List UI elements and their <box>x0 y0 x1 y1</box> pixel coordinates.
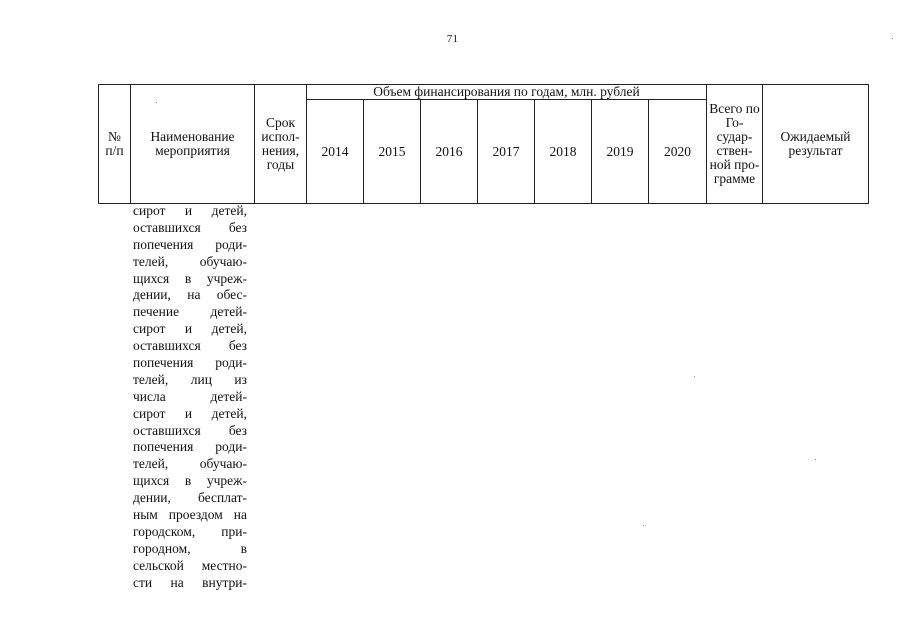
activity-name-continuation <box>133 203 247 591</box>
scan-speck <box>694 376 695 377</box>
scan-speck <box>156 102 157 103</box>
text-line: городском, при- <box>133 523 247 539</box>
text-line: городном, в <box>133 540 247 556</box>
page-number: 71 <box>446 33 459 45</box>
text-line: сирот и детей, <box>133 203 247 218</box>
scan-speck <box>643 525 644 526</box>
text-line: сирот и детей, <box>133 321 247 337</box>
scan-speck <box>892 38 893 39</box>
text-line: щихся в учреж- <box>133 270 247 286</box>
text-line: оставшихся без <box>133 219 247 235</box>
header-cell-term: Срок испол-нения, годы <box>255 85 307 204</box>
header-cell-year: 2019 <box>592 100 649 204</box>
header-cell-year: 2018 <box>535 100 592 204</box>
text-line: попечения роди- <box>133 236 247 252</box>
header-cell-year: 2020 <box>649 100 707 204</box>
text-line: ным проездом на <box>133 507 247 523</box>
text-line: печение детей- <box>133 304 247 320</box>
header-cell-year: 2017 <box>478 100 535 204</box>
text-line: оставшихся без <box>133 422 247 438</box>
financing-table-header <box>98 84 869 204</box>
header-cell-total: Всего по Го-судар-ствен-ной про-грамме <box>707 85 763 204</box>
header-cell-activity-name: Наименование мероприятия <box>131 85 255 204</box>
text-line: сельской местно- <box>133 557 247 573</box>
text-line: дении, бесплат- <box>133 490 247 506</box>
header-cell-year: 2014 <box>307 100 364 204</box>
scan-speck <box>815 459 816 460</box>
header-cell-number: № п/п <box>99 85 131 204</box>
text-line: сирот и детей, <box>133 405 247 421</box>
text-line: щихся в учреж- <box>133 473 247 489</box>
text-line: сти на внутри- <box>133 574 247 590</box>
text-line: оставшихся без <box>133 338 247 354</box>
text-line: телей, лиц из <box>133 371 247 387</box>
text-line: телей, обучаю- <box>133 253 247 269</box>
text-line: телей, обучаю- <box>133 456 247 472</box>
header-cell-year: 2015 <box>364 100 421 204</box>
text-line: попечения роди- <box>133 439 247 455</box>
text-line: дении, на обес- <box>133 287 247 303</box>
header-cell-expected-result: Ожидаемый результат <box>763 85 869 204</box>
text-line: числа детей- <box>133 388 247 404</box>
header-cell-financing-by-years: Объем финансирования по годам, млн. рублей <box>307 85 707 100</box>
header-cell-year: 2016 <box>421 100 478 204</box>
text-line: попечения роди- <box>133 355 247 371</box>
